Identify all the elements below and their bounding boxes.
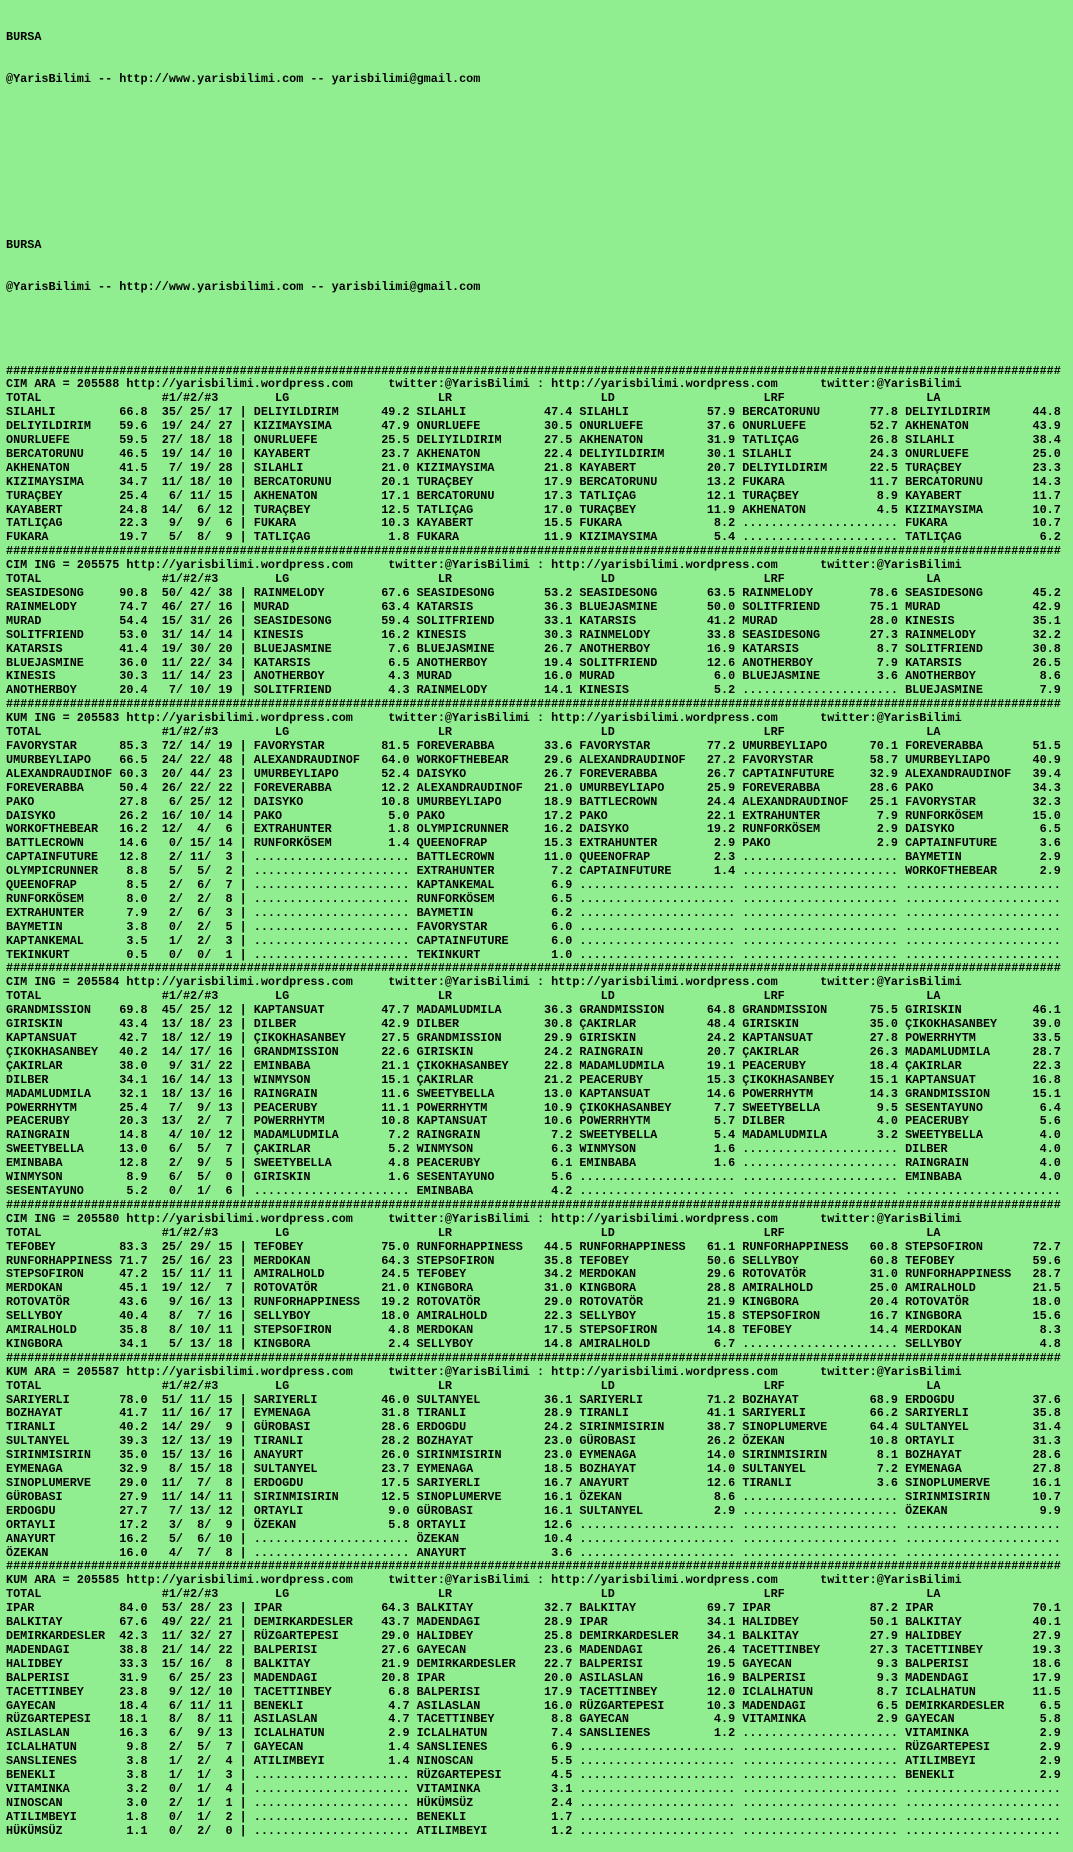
- table-row: PEACERUBY 20.3 13/ 2/ 7 | POWERRHYTM 10.8 KAPTANSUAT 10.6 POWERRHYTM 5.7 DILBER 4.0 PEACERUBY 5.6: [6, 1114, 1061, 1129]
- column-header: TOTAL #1/#2/#3 LG LR LD LRF LA: [6, 1378, 941, 1393]
- column-header: TOTAL #1/#2/#3 LG LR LD LRF LA: [6, 391, 941, 406]
- table-row: TEKINKURT 0.5 0/ 0/ 1 | ...................... TEKINKURT 1.0 ...................... ...................... ......................: [6, 947, 1061, 962]
- table-row: OLYMPICRUNNER 8.8 5/ 5/ 2 | ...................... EXTRAHUNTER 7.2 CAPTAINFUTURE 1.4 ...................... WORKOFTHEBEAR 2.9: [6, 864, 1061, 879]
- section-title: CIM ING = 205575 http://yarisbilimi.wordpress.com twitter:@YarisBilimi : http://yarisbilimi.wordpress.com twitter:@YarisBilimi: [6, 558, 962, 573]
- table-row: EMINBABA 12.8 2/ 9/ 5 | SWEETYBELLA 4.8 PEACERUBY 6.1 EMINBABA 1.6 ...................... RAINGRAIN 4.0: [6, 1156, 1061, 1171]
- table-row: ORTAYLI 17.2 3/ 8/ 9 | ÖZEKAN 5.8 ORTAYLI 12.6 ...................... ...................... ......................: [6, 1517, 1061, 1532]
- race-section: [6, 962, 1073, 1198]
- table-row: MURAD 54.4 15/ 31/ 26 | SEASIDESONG 59.4 SOLITFRIEND 33.1 KATARSIS 41.2 MURAD 28.0 KINESIS 35.1: [6, 613, 1061, 628]
- table-row: BALPERISI 31.9 6/ 25/ 23 | MADENDAGI 20.8 IPAR 20.0 ASILASLAN 16.9 BALPERISI 9.3 MADENDAGI 17.9: [6, 1670, 1061, 1685]
- section-divider: #####################################################################################################################################################: [6, 1559, 1061, 1574]
- table-row: KIZIMAYSIMA 34.7 11/ 18/ 10 | BERCATORUNU 20.1 TURAÇBEY 17.9 BERCATORUNU 13.2 FUKARA 11.7 BERCATORUNU 14.3: [6, 474, 1061, 489]
- table-row: KAYABERT 24.8 14/ 6/ 12 | TURAÇBEY 12.5 TATLIÇAG 17.0 TURAÇBEY 11.9 AKHENATON 4.5 KIZIMAYSIMA 10.7: [6, 502, 1061, 517]
- race-section: [6, 1352, 1073, 1561]
- table-row: KINGBORA 34.1 5/ 13/ 18 | KINGBORA 2.4 SELLYBOY 14.8 AMIRALHOLD 6.7 ...................... SELLYBOY 4.8: [6, 1336, 1061, 1351]
- table-row: TATLIÇAG 22.3 9/ 9/ 6 | FUKARA 10.3 KAYABERT 15.5 FUKARA 8.2 ...................... FUKARA 10.7: [6, 516, 1061, 531]
- race-section: [6, 1560, 1073, 1838]
- table-row: ROTOVATÖR 43.6 9/ 16/ 13 | RUNFORHAPPINESS 19.2 ROTOVATÖR 29.0 ROTOVATÖR 21.9 KINGBORA 20.4 ROTOVATÖR 18.0: [6, 1295, 1061, 1310]
- table-row: TACETTINBEY 23.8 9/ 12/ 10 | TACETTINBEY 6.8 BALPERISI 17.9 TACETTINBEY 12.0 ICLALHATUN 8.7 ICLALHATUN 11.5: [6, 1684, 1061, 1699]
- section-divider: #####################################################################################################################################################: [6, 1350, 1061, 1365]
- table-row: SILAHLI 66.8 35/ 25/ 17 | DELIYILDIRIM 49.2 SILAHLI 47.4 SILAHLI 57.9 BERCATORUNU 77.8 DELIYILDIRIM 44.8: [6, 405, 1061, 420]
- section-divider: #####################################################################################################################################################: [6, 1197, 1061, 1212]
- table-row: AKHENATON 41.5 7/ 19/ 28 | SILAHLI 21.0 KIZIMAYSIMA 21.8 KAYABERT 20.7 DELIYILDIRIM 22.5 TURAÇBEY 23.3: [6, 460, 1061, 475]
- table-row: ALEXANDRAUDINOF 60.3 20/ 44/ 23 | UMURBEYLIAPO 52.4 DAISYKO 26.7 FOREVERABBA 26.7 CAPTAINFUTURE 32.9 ALEXANDRAUDINOF 39.4: [6, 766, 1061, 781]
- table-row: SELLYBOY 40.4 8/ 7/ 16 | SELLYBOY 18.0 AMIRALHOLD 22.3 SELLYBOY 15.8 STEPSOFIRON 16.7 KINGBORA 15.6: [6, 1309, 1061, 1324]
- table-row: BATTLECROWN 14.6 0/ 15/ 14 | RUNFORKÖSEM 1.4 QUEENOFRAP 15.3 EXTRAHUNTER 2.9 PAKO 2.9 CAPTAINFUTURE 3.6: [6, 836, 1061, 851]
- race-section: [6, 545, 1073, 698]
- table-row: KATARSIS 41.4 19/ 30/ 20 | BLUEJASMINE 7.6 BLUEJASMINE 26.7 ANOTHERBOY 16.9 KATARSIS 8.7 SOLITFRIEND 30.8: [6, 641, 1061, 656]
- table-row: DILBER 34.1 16/ 14/ 13 | WINMYSON 15.1 ÇAKIRLAR 21.2 PEACERUBY 15.3 ÇIKOKHASANBEY 15.1 KAPTANSUAT 16.8: [6, 1072, 1061, 1087]
- table-row: STEPSOFIRON 47.2 15/ 11/ 11 | AMIRALHOLD 24.5 TEFOBEY 34.2 MERDOKAN 29.6 ROTOVATÖR 31.0 RUNFORHAPPINESS 28.7: [6, 1267, 1061, 1282]
- table-row: TURAÇBEY 25.4 6/ 11/ 15 | AKHENATON 17.1 BERCATORUNU 17.3 TATLIÇAG 12.1 TURAÇBEY 8.9 KAYABERT 11.7: [6, 488, 1061, 503]
- table-row: DELIYILDIRIM 59.6 19/ 24/ 27 | KIZIMAYSIMA 47.9 ONURLUEFE 30.5 ONURLUEFE 37.6 ONURLUEFE 52.7 AKHENATON 43.9: [6, 419, 1061, 434]
- table-row: TEFOBEY 83.3 25/ 29/ 15 | TEFOBEY 75.0 RUNFORHAPPINESS 44.5 RUNFORHAPPINESS 61.1 RUNFORHAPPINESS 60.8 STEPSOFIRON 72.7: [6, 1239, 1061, 1254]
- table-row: FAVORYSTAR 85.3 72/ 14/ 19 | FAVORYSTAR 81.5 FOREVERABBA 33.6 FAVORYSTAR 77.2 UMURBEYLIAPO 70.1 FOREVERABBA 51.5: [6, 738, 1061, 753]
- section-title: CIM ARA = 205588 http://yarisbilimi.wordpress.com twitter:@YarisBilimi : http://yarisbilimi.wordpress.com twitter:@YarisBilimi: [6, 377, 962, 392]
- section-title: CIM ING = 205580 http://yarisbilimi.wordpress.com twitter:@YarisBilimi : http://yarisbilimi.wordpress.com twitter:@YarisBilimi: [6, 1211, 962, 1226]
- table-row: ERDOGDU 27.7 7/ 13/ 12 | ORTAYLI 9.0 GÜROBASI 16.1 SULTANYEL 2.9 ...................... ÖZEKAN 9.9: [6, 1503, 1061, 1518]
- race-section: [6, 1199, 1073, 1352]
- table-row: ICLALHATUN 9.8 2/ 5/ 7 | GAYECAN 1.4 SANSLIENES 6.9 ...................... ...................... RÜZGARTEPESI 2.9: [6, 1740, 1061, 1755]
- table-row: FOREVERABBA 50.4 26/ 22/ 22 | FOREVERABBA 12.2 ALEXANDRAUDINOF 21.0 UMURBEYLIAPO 25.9 FOREVERABBA 28.6 PAKO 34.3: [6, 780, 1061, 795]
- table-row: ÖZEKAN 16.0 4/ 7/ 8 | ...................... ANAYURT 3.6 ...................... ...................... ......................: [6, 1545, 1061, 1560]
- section-title: CIM ING = 205584 http://yarisbilimi.wordpress.com twitter:@YarisBilimi : http://yarisbilimi.wordpress.com twitter:@YarisBilimi: [6, 975, 962, 990]
- table-row: BALKITAY 67.6 49/ 22/ 21 | DEMIRKARDESLER 43.7 MADENDAGI 28.9 IPAR 34.1 HALIDBEY 50.1 BALKITAY 40.1: [6, 1615, 1061, 1630]
- table-row: QUEENOFRAP 8.5 2/ 6/ 7 | ...................... KAPTANKEMAL 6.9 ...................... ...................... ......................: [6, 878, 1061, 893]
- table-row: SINOPLUMERVE 29.0 11/ 7/ 8 | ERDOGDU 17.5 SARIYERLI 16.7 ANAYURT 12.6 TIRANLI 3.6 SINOPLUMERVE 16.1: [6, 1476, 1061, 1490]
- table-row: IPAR 84.0 53/ 28/ 23 | IPAR 64.3 BALKITAY 32.7 BALKITAY 69.7 IPAR 87.2 IPAR 70.1: [6, 1601, 1061, 1616]
- table-row: SESENTAYUNO 5.2 0/ 1/ 6 | ...................... EMINBABA 4.2 ...................... ...................... ......................: [6, 1183, 1061, 1198]
- table-row: SARIYERLI 78.0 51/ 11/ 15 | SARIYERLI 46.0 SULTANYEL 36.1 SARIYERLI 71.2 BOZHAYAT 68.9 ERDOGDU 37.6: [6, 1392, 1061, 1407]
- column-header: TOTAL #1/#2/#3 LG LR LD LRF LA: [6, 989, 941, 1004]
- table-row: ONURLUEFE 59.5 27/ 18/ 18 | ONURLUEFE 25.5 DELIYILDIRIM 27.5 AKHENATON 31.9 TATLIÇAG 26.8 SILAHLI 38.4: [6, 433, 1061, 448]
- table-row: BOZHAYAT 41.7 11/ 16/ 17 | EYMENAGA 31.8 TIRANLI 28.9 TIRANLI 41.1 SARIYERLI 66.2 SARIYERLI 35.8: [6, 1406, 1061, 1421]
- race-section: [6, 698, 1073, 962]
- table-row: KAPTANSUAT 42.7 18/ 12/ 19 | ÇIKOKHASANBEY 27.5 GRANDMISSION 29.9 GIRISKIN 24.2 KAPTANSUAT 27.8 POWERRHYTM 33.5: [6, 1031, 1061, 1045]
- table-row: EXTRAHUNTER 7.9 2/ 6/ 3 | ...................... BAYMETIN 6.2 ...................... ...................... ......................: [6, 905, 1061, 920]
- table-row: BAYMETIN 3.8 0/ 2/ 5 | ...................... FAVORYSTAR 6.0 ...................... ...................... ......................: [6, 919, 1061, 934]
- table-row: GAYECAN 18.4 6/ 11/ 11 | BENEKLI 4.7 ASILASLAN 16.0 RÜZGARTEPESI 10.3 MADENDAGI 6.5 DEMIRKARDESLER 6.5: [6, 1698, 1061, 1713]
- table-row: RAINGRAIN 14.8 4/ 10/ 12 | MADAMLUDMILA 7.2 RAINGRAIN 7.2 SWEETYBELLA 5.4 MADAMLUDMILA 3.2 SWEETYBELLA 4.0: [6, 1128, 1061, 1143]
- table-row: PAKO 27.8 6/ 25/ 12 | DAISYKO 10.8 UMURBEYLIAPO 18.9 BATTLECROWN 24.4 ALEXANDRAUDINOF 25.1 FAVORYSTAR 32.3: [6, 794, 1061, 809]
- column-header: TOTAL #1/#2/#3 LG LR LD LRF LA: [6, 1587, 941, 1602]
- table-row: ANAYURT 16.2 5/ 6/ 10 | ...................... ÖZEKAN 10.4 ...................... ...................... ......................: [6, 1531, 1061, 1546]
- table-row: RUNFORKÖSEM 8.0 2/ 2/ 8 | ...................... RUNFORKÖSEM 6.5 ...................... ...................... ......................: [6, 891, 1061, 906]
- table-row: RUNFORHAPPINESS 71.7 25/ 16/ 23 | MERDOKAN 64.3 STEPSOFIRON 35.8 TEFOBEY 50.6 SELLYBOY 60.8 TEFOBEY 59.6: [6, 1253, 1061, 1268]
- table-row: AMIRALHOLD 35.8 8/ 10/ 11 | STEPSOFIRON 4.8 MERDOKAN 17.5 STEPSOFIRON 14.8 TEFOBEY 14.4 MERDOKAN 8.3: [6, 1323, 1061, 1338]
- table-row: NINOSCAN 3.0 2/ 1/ 1 | ...................... HÜKÜMSÜZ 2.4 ...................... ...................... ......................: [6, 1795, 1061, 1810]
- contact-line: @YarisBilimi -- http://www.yarisbilimi.com -- yarisbilimi@gmail.com: [6, 71, 481, 86]
- table-row: SULTANYEL 39.3 12/ 13/ 19 | TIRANLI 28.2 BOZHAYAT 23.0 GÜROBASI 26.2 ÖZEKAN 10.8 ORTAYLI 31.3: [6, 1434, 1061, 1449]
- table-row: ASILASLAN 16.3 6/ 9/ 13 | ICLALHATUN 2.9 ICLALHATUN 7.4 SANSLIENES 1.2 ...................... VITAMINKA 2.9: [6, 1726, 1061, 1741]
- table-row: POWERRHYTM 25.4 7/ 9/ 13 | PEACERUBY 11.1 POWERRHYTM 10.9 ÇIKOKHASANBEY 7.7 SWEETYBELLA 9.5 SESENTAYUNO 6.4: [6, 1100, 1061, 1115]
- table-row: HALIDBEY 33.3 15/ 16/ 8 | BALKITAY 21.9 DEMIRKARDESLER 22.7 BALPERISI 19.5 GAYECAN 9.3 BALPERISI 18.6: [6, 1656, 1061, 1671]
- table-row: BLUEJASMINE 36.0 11/ 22/ 34 | KATARSIS 6.5 ANOTHERBOY 19.4 SOLITFRIEND 12.6 ANOTHERBOY 7.9 KATARSIS 26.5: [6, 655, 1061, 670]
- city-title-repeat: BURSA: [6, 238, 42, 253]
- table-row: HÜKÜMSÜZ 1.1 0/ 2/ 0 | ...................... ATILIMBEYI 1.2 ...................... ...................... ......................: [6, 1823, 1061, 1838]
- table-row: SOLITFRIEND 53.0 31/ 14/ 14 | KINESIS 16.2 KINESIS 30.3 RAINMELODY 33.8 SEASIDESONG 27.3 RAINMELODY 32.2: [6, 627, 1061, 642]
- blank-line: [6, 323, 1073, 337]
- column-header: TOTAL #1/#2/#3 LG LR LD LRF LA: [6, 725, 941, 740]
- contact-line-repeat: @YarisBilimi -- http://www.yarisbilimi.com -- yarisbilimi@gmail.com: [6, 280, 481, 295]
- race-sections: [6, 365, 1073, 1839]
- table-row: WINMYSON 8.9 6/ 5/ 0 | GIRISKIN 1.6 SESENTAYUNO 5.6 ...................... ...................... EMINBABA 4.0: [6, 1170, 1061, 1185]
- table-row: BERCATORUNU 46.5 19/ 14/ 10 | KAYABERT 23.7 AKHENATON 22.4 DELIYILDIRIM 30.1 SILAHLI 24.3 ONURLUEFE 25.0: [6, 446, 1061, 461]
- table-row: ÇIKOKHASANBEY 40.2 14/ 17/ 16 | GRANDMISSION 22.6 GIRISKIN 24.2 RAINGRAIN 20.7 ÇAKIRLAR 26.3 MADAMLUDMILA 28.7: [6, 1044, 1061, 1059]
- table-row: FUKARA 19.7 5/ 8/ 9 | TATLIÇAG 1.8 FUKARA 11.9 KIZIMAYSIMA 5.4 ...................... TATLIÇAG 6.2: [6, 530, 1061, 545]
- blank-line: [6, 156, 1073, 170]
- section-title: KUM ARA = 205585 http://yarisbilimi.wordpress.com twitter:@YarisBilimi : http://yarisbilimi.wordpress.com twitter:@YarisBilimi: [6, 1573, 962, 1588]
- table-row: SANSLIENES 3.8 1/ 2/ 4 | ATILIMBEYI 1.4 NINOSCAN 5.5 ...................... ...................... ATILIMBEYI 2.9: [6, 1754, 1061, 1769]
- table-row: GIRISKIN 43.4 13/ 18/ 23 | DILBER 42.9 DILBER 30.8 ÇAKIRLAR 48.4 GIRISKIN 35.0 ÇIKOKHASANBEY 39.0: [6, 1017, 1061, 1032]
- section-divider: #####################################################################################################################################################: [6, 961, 1061, 976]
- table-row: MADENDAGI 38.8 21/ 14/ 22 | BALPERISI 27.6 GAYECAN 23.6 MADENDAGI 26.4 TACETTINBEY 27.3 TACETTINBEY 19.3: [6, 1642, 1061, 1657]
- table-row: RAINMELODY 74.7 46/ 27/ 16 | MURAD 63.4 KATARSIS 36.3 BLUEJASMINE 50.0 SOLITFRIEND 75.1 MURAD 42.9: [6, 599, 1061, 614]
- table-row: MERDOKAN 45.1 19/ 12/ 7 | ROTOVATÖR 21.0 KINGBORA 31.0 KINGBORA 28.8 AMIRALHOLD 25.0 AMIRALHOLD 21.5: [6, 1281, 1061, 1296]
- table-row: DEMIRKARDESLER 42.3 11/ 32/ 27 | RÜZGARTEPESI 29.0 HALIDBEY 25.8 DEMIRKARDESLER 34.1 BALKITAY 27.9 HALIDBEY 27.9: [6, 1628, 1061, 1643]
- table-row: BENEKLI 3.8 1/ 1/ 3 | ...................... RÜZGARTEPESI 4.5 ...................... ...................... BENEKLI 2.9: [6, 1768, 1061, 1783]
- table-row: TIRANLI 40.2 14/ 29/ 9 | GÜROBASI 28.6 ERDOGDU 24.2 SIRINMISIRIN 38.7 SINOPLUMERVE 64.4 SULTANYEL 31.4: [6, 1420, 1061, 1435]
- table-row: CAPTAINFUTURE 12.8 2/ 11/ 3 | ...................... BATTLECROWN 11.0 QUEENOFRAP 2.3 ...................... BAYMETIN 2.9: [6, 850, 1061, 865]
- column-header: TOTAL #1/#2/#3 LG LR LD LRF LA: [6, 1225, 941, 1240]
- table-row: VITAMINKA 3.2 0/ 1/ 4 | ...................... VITAMINKA 3.1 ...................... ...................... ......................: [6, 1781, 1061, 1796]
- table-row: EYMENAGA 32.9 8/ 15/ 18 | SULTANYEL 23.7 EYMENAGA 18.5 BOZHAYAT 14.0 SULTANYEL 7.2 EYMENAGA 27.8: [6, 1462, 1061, 1477]
- table-row: ATILIMBEYI 1.8 0/ 1/ 2 | ...................... BENEKLI 1.7 ...................... ...................... ......................: [6, 1809, 1061, 1824]
- section-divider: #####################################################################################################################################################: [6, 697, 1061, 712]
- table-row: GRANDMISSION 69.8 45/ 25/ 12 | KAPTANSUAT 47.7 MADAMLUDMILA 36.3 GRANDMISSION 64.8 GRANDMISSION 75.5 GIRISKIN 46.1: [6, 1003, 1061, 1018]
- section-divider: #####################################################################################################################################################: [6, 544, 1061, 559]
- table-row: DAISYKO 26.2 16/ 10/ 14 | PAKO 5.0 PAKO 17.2 PAKO 22.1 EXTRAHUNTER 7.9 RUNFORKÖSEM 15.0: [6, 808, 1061, 823]
- blank-line: [6, 114, 1073, 128]
- table-row: SEASIDESONG 90.8 50/ 42/ 38 | RAINMELODY 67.6 SEASIDESONG 53.2 SEASIDESONG 63.5 RAINMELODY 78.6 SEASIDESONG 45.2: [6, 586, 1061, 600]
- section-title: KUM ARA = 205587 http://yarisbilimi.wordpress.com twitter:@YarisBilimi : http://yarisbilimi.wordpress.com twitter:@YarisBilimi: [6, 1364, 962, 1379]
- table-row: KINESIS 30.3 11/ 14/ 23 | ANOTHERBOY 4.3 MURAD 16.0 MURAD 6.0 BLUEJASMINE 3.6 ANOTHERBOY 8.6: [6, 669, 1061, 684]
- table-row: RÜZGARTEPESI 18.1 8/ 8/ 11 | ASILASLAN 4.7 TACETTINBEY 8.8 GAYECAN 4.9 VITAMINKA 2.9 GAYECAN 5.8: [6, 1712, 1061, 1727]
- table-row: KAPTANKEMAL 3.5 1/ 2/ 3 | ...................... CAPTAINFUTURE 6.0 ...................... ...................... ......................: [6, 933, 1061, 948]
- city-title: BURSA: [6, 29, 42, 44]
- table-row: MADAMLUDMILA 32.1 18/ 13/ 16 | RAINGRAIN 11.6 SWEETYBELLA 13.0 KAPTANSUAT 14.6 POWERRHYTM 14.3 GRANDMISSION 15.1: [6, 1086, 1061, 1101]
- table-row: WORKOFTHEBEAR 16.2 12/ 4/ 6 | EXTRAHUNTER 1.8 OLYMPICRUNNER 16.2 DAISYKO 19.2 RUNFORKÖSEM 2.9 DAISYKO 6.5: [6, 822, 1061, 837]
- section-title: KUM ING = 205583 http://yarisbilimi.wordpress.com twitter:@YarisBilimi : http://yarisbilimi.wordpress.com twitter:@YarisBilimi: [6, 711, 962, 726]
- table-row: ANOTHERBOY 20.4 7/ 10/ 19 | SOLITFRIEND 4.3 RAINMELODY 14.1 KINESIS 5.2 ...................... BLUEJASMINE 7.9: [6, 683, 1061, 698]
- table-row: GÜROBASI 27.9 11/ 14/ 11 | SIRINMISIRIN 12.5 SINOPLUMERVE 16.1 ÖZEKAN 8.6 ...................... SIRINMISIRIN 10.7: [6, 1489, 1061, 1504]
- blank-line: [6, 198, 1073, 212]
- column-header: TOTAL #1/#2/#3 LG LR LD LRF LA: [6, 572, 941, 587]
- table-row: SWEETYBELLA 13.0 6/ 5/ 7 | ÇAKIRLAR 5.2 WINMYSON 6.3 WINMYSON 1.6 ...................... DILBER 4.0: [6, 1142, 1061, 1157]
- table-row: SIRINMISIRIN 35.0 15/ 13/ 16 | ANAYURT 26.0 SIRINMISIRIN 23.0 EYMENAGA 14.0 SIRINMISIRIN 8.1 BOZHAYAT 28.6: [6, 1448, 1061, 1463]
- table-row: UMURBEYLIAPO 66.5 24/ 22/ 48 | ALEXANDRAUDINOF 64.0 WORKOFTHEBEAR 29.6 ALEXANDRAUDINOF 27.2 FAVORYSTAR 58.7 UMURBEYLIAPO 40.9: [6, 752, 1061, 767]
- section-divider: #####################################################################################################################################################: [6, 363, 1061, 378]
- table-row: ÇAKIRLAR 38.0 9/ 31/ 22 | EMINBABA 21.1 ÇIKOKHASANBEY 22.8 MADAMLUDMILA 19.1 PEACERUBY 18.4 ÇAKIRLAR 22.3: [6, 1058, 1061, 1073]
- race-section: [6, 365, 1073, 546]
